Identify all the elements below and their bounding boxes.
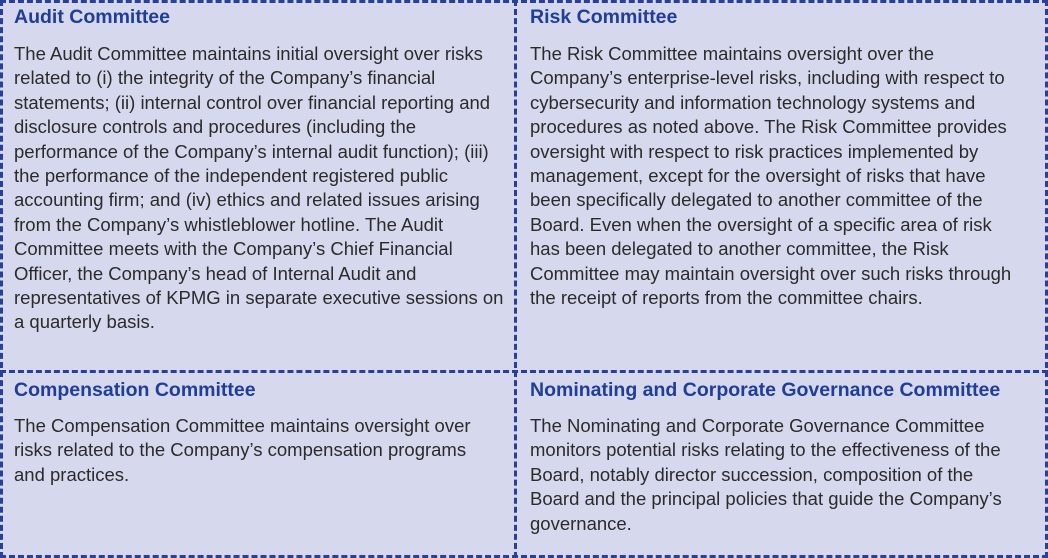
top-border [0,0,1048,3]
risk-committee-title: Risk Committee [530,6,678,28]
risk-committee-cell [516,0,1048,372]
nominating-governance-committee-cell [516,372,1048,558]
left-border [0,0,3,558]
audit-committee-description: The Audit Committee maintains initial oversight over risks related to (i) the integrity of the Company’s financial statements; (ii) internal control over financial reporting and disclosure controls and procedures (including the performance of the Company’s internal audit function); (iii) the performance of the independent registered public accounting firm; and (iv) ethics and related issues arising from the Company’s whistleblower hotline. The Audit Committee meets with the Company’s Chief Financial Officer, the Company’s head of Internal Audit and representatives of KPMG in separate executive sessions on a quarterly basis. [14,43,504,333]
nominating-governance-committee-title: Nominating and Corporate Governance Committee [530,379,1001,401]
audit-committee-cell [0,0,516,372]
compensation-committee-description: The Compensation Committee maintains oversight over risks related to the Company’s compensation programs and practices. [14,415,471,485]
audit-committee-title: Audit Committee [14,6,170,28]
risk-committee-description: The Risk Committee maintains oversight over the Company’s enterprise-level risks, including with respect to cybersecurity and information technology systems and procedures as noted above. The Risk Committee provides oversight with respect to risk practices implemented by management, except for the oversight of risks that have been specifically delegated to another committee of the Board. Even when the oversight of a specific area of risk has been delegated to another committee, the Risk Committee may maintain oversight over such risks through the receipt of reports from the committee chairs. [530,43,1012,309]
compensation-committee-cell [0,372,516,558]
compensation-committee-title: Compensation Committee [14,379,256,401]
nominating-governance-committee-description: The Nominating and Corporate Governance Committee monitors potential risks relating to the effectiveness of the Board, notably director succession, composition of the Board and the principal policies that guide the Company’s governance. [530,415,1002,534]
center-divider [514,0,517,558]
middle-border [0,370,1048,373]
